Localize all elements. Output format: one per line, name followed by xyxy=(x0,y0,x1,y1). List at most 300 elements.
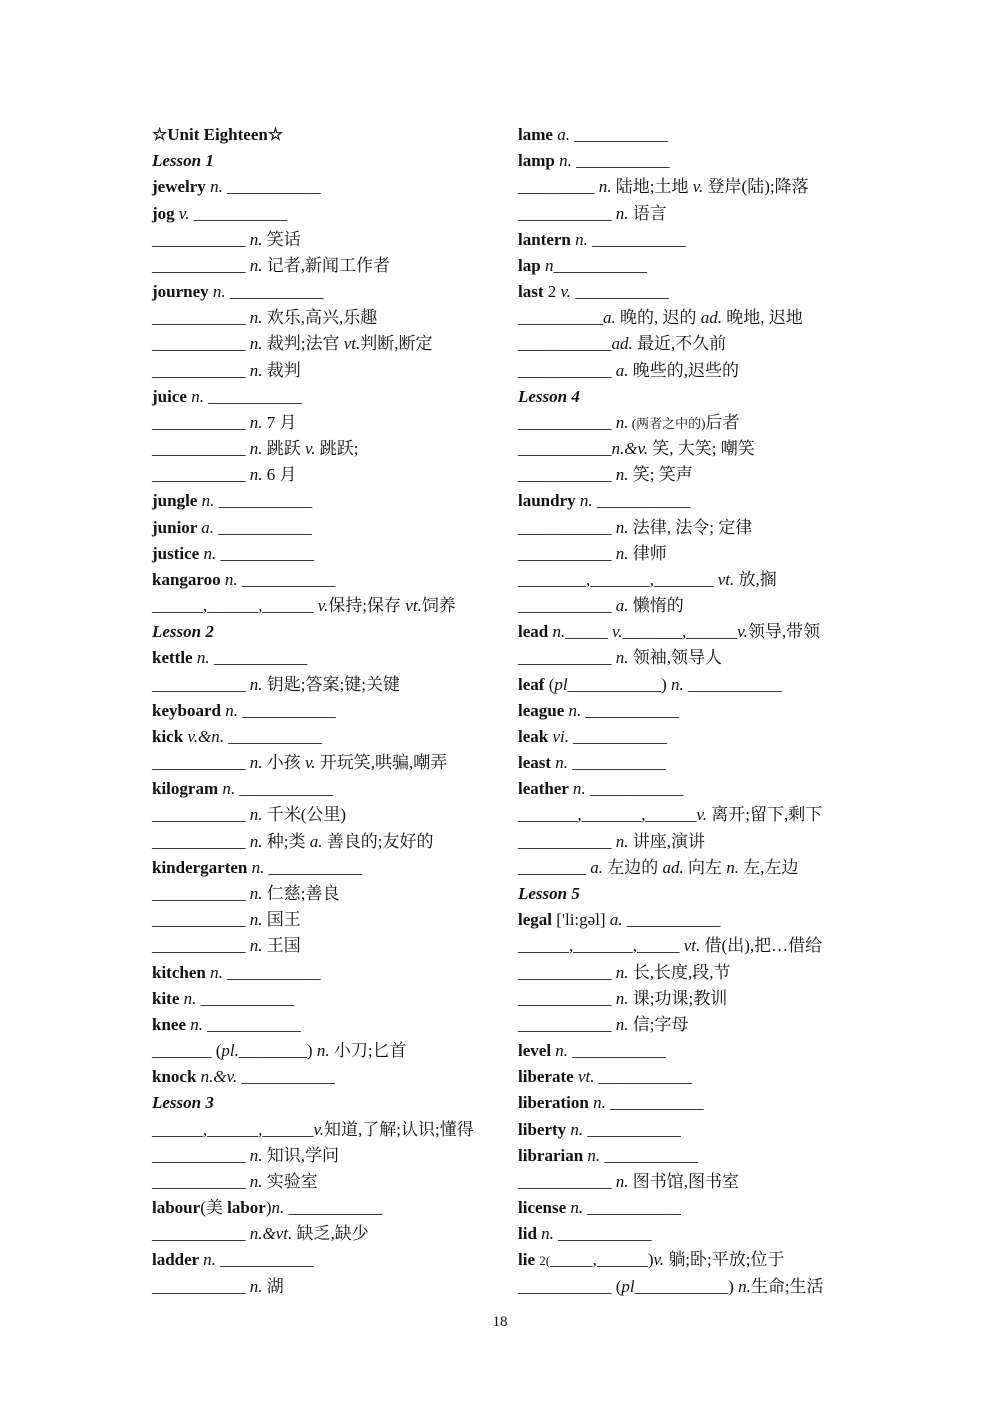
entry-line xyxy=(518,462,853,488)
headword: lap xyxy=(518,255,545,275)
entry-line xyxy=(152,986,492,1012)
entry-line xyxy=(518,410,853,436)
entry-line xyxy=(152,907,492,933)
entry-line xyxy=(518,1117,853,1143)
entry-line xyxy=(152,567,492,593)
part-of-speech: n. xyxy=(555,1041,569,1061)
entry-line xyxy=(152,331,492,357)
entry-line xyxy=(152,1274,492,1300)
part-of-speech: pl xyxy=(621,1276,635,1296)
entry-text: 笑, 大笑; 嘲笑 xyxy=(648,439,755,459)
entry-text: _____,______) xyxy=(550,1250,654,1270)
entry-text: ___________ xyxy=(583,1119,681,1139)
part-of-speech: a. xyxy=(309,831,323,851)
entry-line xyxy=(152,1090,492,1116)
entry-text: ___________ xyxy=(587,229,686,249)
entry-text: 钥匙;答案;键;关键 xyxy=(262,674,400,694)
entry-text: ___________ xyxy=(152,360,250,380)
entry-line xyxy=(152,829,492,855)
entry-line xyxy=(518,305,853,331)
part-of-speech: n. xyxy=(249,936,263,956)
entry-text: ___________ xyxy=(222,177,321,197)
headword: liberation xyxy=(518,1093,594,1113)
entry-text: ) xyxy=(265,1198,272,1218)
entry-line xyxy=(518,1143,853,1169)
headword: kettle xyxy=(152,648,197,668)
entry-line xyxy=(518,855,853,881)
part-of-speech: vt. xyxy=(683,936,701,956)
entry-text: ___________) xyxy=(567,674,672,694)
headword: lamp xyxy=(518,151,560,171)
entry-line xyxy=(518,593,853,619)
entry-text: 善良的;友好的 xyxy=(322,831,434,851)
left-column xyxy=(152,122,492,1300)
entry-line xyxy=(152,305,492,331)
entry-text: ___________ xyxy=(215,1250,314,1270)
part-of-speech: vt. xyxy=(343,334,361,354)
part-of-speech: v. xyxy=(178,203,190,223)
part-of-speech: n. xyxy=(615,962,629,982)
entry-line xyxy=(152,174,492,200)
part-of-speech: n. xyxy=(249,465,263,485)
part-of-speech: n. xyxy=(249,1145,263,1165)
part-of-speech: n. xyxy=(572,779,586,799)
headword: liberty xyxy=(518,1119,571,1139)
entry-text: ___________ xyxy=(152,229,250,249)
entry-text: ________,_______,_______ xyxy=(518,569,718,589)
entry-text: ___________ xyxy=(152,1145,250,1165)
entry-line xyxy=(518,1195,853,1221)
entry-text: 国王 xyxy=(262,910,301,930)
entry-text: ___________ xyxy=(152,465,250,485)
entry-line xyxy=(518,1169,853,1195)
entry-text: 千米(公里) xyxy=(262,805,347,825)
part-of-speech: n. xyxy=(615,1014,629,1034)
entry-text: ___________ xyxy=(225,282,324,302)
headword: lid xyxy=(518,1224,542,1244)
part-of-speech: v. xyxy=(305,439,316,459)
part-of-speech: v. xyxy=(696,805,708,825)
entry-line xyxy=(518,776,853,802)
entry-line xyxy=(152,1012,492,1038)
part-of-speech: n. xyxy=(249,674,263,694)
part-of-speech: ad. xyxy=(662,857,684,877)
entry-line xyxy=(152,1143,492,1169)
headword: jungle xyxy=(152,491,202,511)
entry-text: ___________ xyxy=(518,439,612,459)
headword: kangaroo xyxy=(152,569,225,589)
right-column xyxy=(518,122,853,1300)
part-of-speech: n. xyxy=(210,962,223,982)
entry-text: 图书馆,图书室 xyxy=(628,1171,739,1191)
entry-text: ___________ xyxy=(518,1014,616,1034)
part-of-speech: n. xyxy=(249,831,263,851)
entry-text: ___________ xyxy=(152,439,250,459)
headword: leak xyxy=(518,726,553,746)
lesson-heading: Lesson 3 xyxy=(152,1093,214,1113)
entry-text: ___________ xyxy=(518,596,616,616)
entry-text: ___________ xyxy=(264,857,363,877)
entry-text: 晚的, 迟的 xyxy=(615,308,701,328)
part-of-speech: n.&v. xyxy=(611,439,649,459)
part-of-speech: vi. xyxy=(552,726,570,746)
entry-text: ___________ xyxy=(152,753,250,773)
entry-line xyxy=(518,331,853,357)
entry-text: _________ xyxy=(518,177,599,197)
part-of-speech: n. xyxy=(249,1171,263,1191)
headword: ladder xyxy=(152,1250,204,1270)
part-of-speech: n xyxy=(544,255,554,275)
entry-line xyxy=(152,593,492,619)
entry-text: ___________ xyxy=(209,648,308,668)
entry-line xyxy=(518,645,853,671)
part-of-speech: n. xyxy=(615,543,629,563)
entry-line xyxy=(152,672,492,698)
part-of-speech: n. xyxy=(559,151,572,171)
part-of-speech: a. xyxy=(615,596,629,616)
entry-line xyxy=(152,515,492,541)
part-of-speech: n. xyxy=(541,1224,554,1244)
entry-text: ___________ xyxy=(152,805,250,825)
entry-text: 躺;卧;平放;位于 xyxy=(664,1250,785,1270)
entry-text: ___________ xyxy=(518,203,616,223)
part-of-speech: n. xyxy=(222,779,236,799)
part-of-speech: n. xyxy=(568,700,582,720)
entry-text: ___________ xyxy=(237,569,336,589)
part-of-speech: n. xyxy=(555,753,569,773)
entry-text: ___________ xyxy=(152,334,250,354)
entry-text: ___________ xyxy=(189,203,288,223)
entry-text: 法律, 法令; 定律 xyxy=(628,517,753,537)
entry-line xyxy=(152,619,492,645)
entry-text: ['li:gəl] xyxy=(556,910,610,930)
part-of-speech: n. xyxy=(615,648,629,668)
entry-line xyxy=(518,1221,853,1247)
entry-line xyxy=(152,1117,492,1143)
entry-text: ___________ xyxy=(622,910,721,930)
entry-line xyxy=(518,907,853,933)
entry-line xyxy=(152,122,492,148)
headword: kindergarten xyxy=(152,857,252,877)
entry-line xyxy=(518,933,853,959)
part-of-speech: n. xyxy=(212,282,226,302)
entry-text: ___________ xyxy=(518,988,616,1008)
entry-text: ___________ xyxy=(600,1145,698,1165)
entry-text: ___________ xyxy=(568,753,666,773)
headword: level xyxy=(518,1041,556,1061)
entry-line xyxy=(152,148,492,174)
entry-line xyxy=(152,933,492,959)
headword: license xyxy=(518,1198,571,1218)
part-of-speech: v. xyxy=(560,282,572,302)
headword: kite xyxy=(152,988,184,1008)
entry-text: ___________ xyxy=(569,125,668,144)
lesson-heading: Lesson 5 xyxy=(518,883,580,903)
entry-line xyxy=(518,619,853,645)
entry-text: ___________ xyxy=(569,726,667,746)
part-of-speech: n. xyxy=(615,988,629,1008)
part-of-speech: n. xyxy=(249,439,263,459)
entry-text: 登岸(陆);降落 xyxy=(703,177,809,197)
entry-text: ___________ xyxy=(585,779,684,799)
entry-note: 2( xyxy=(539,1253,551,1269)
entry-text: ___________ xyxy=(518,648,616,668)
entry-text: ___________ xyxy=(152,936,250,956)
headword: leather xyxy=(518,779,573,799)
part-of-speech: n.&v. xyxy=(200,1067,238,1087)
page-number: 18 xyxy=(492,1314,508,1330)
entry-line xyxy=(152,436,492,462)
entry-text: 欢乐,高兴,乐趣 xyxy=(262,308,378,328)
part-of-speech: n. xyxy=(587,1145,601,1165)
part-of-speech: n. xyxy=(210,177,223,197)
entry-text: 保持;保存 xyxy=(328,596,406,616)
part-of-speech: n. xyxy=(579,491,593,511)
part-of-speech: n. xyxy=(249,412,263,432)
entry-text: 笑话 xyxy=(262,229,301,249)
part-of-speech: n. xyxy=(316,1041,330,1061)
entry-text: 后者 xyxy=(705,412,740,432)
part-of-speech: vt. xyxy=(405,596,422,616)
entry-text: ___________ xyxy=(152,1224,250,1244)
part-of-speech: n. xyxy=(615,831,629,851)
entry-line xyxy=(518,986,853,1012)
part-of-speech: a. xyxy=(557,125,570,144)
headword: labour xyxy=(152,1198,201,1218)
headword: labor xyxy=(227,1198,266,1218)
headword: juice xyxy=(152,386,192,406)
entry-text: 7 月 xyxy=(262,412,297,432)
entry-line xyxy=(152,1064,492,1090)
entry-text: ______,______,______ xyxy=(152,1119,314,1139)
headword: league xyxy=(518,700,569,720)
entry-text: ___________ xyxy=(235,779,333,799)
entry-line xyxy=(518,384,853,410)
entry-text: 仁慈;善良 xyxy=(262,883,340,903)
entry-text: 课;功课;教训 xyxy=(628,988,728,1008)
entry-text: 判断,断定 xyxy=(360,334,433,354)
part-of-speech: n. xyxy=(203,543,217,563)
part-of-speech: n. xyxy=(738,1276,751,1296)
entry-line xyxy=(152,384,492,410)
entry-text: 左,左边 xyxy=(739,857,799,877)
headword: legal xyxy=(518,910,557,930)
entry-line xyxy=(518,881,853,907)
part-of-speech: vt. xyxy=(717,569,735,589)
entry-text: 知识,学问 xyxy=(262,1145,339,1165)
entry-text: ___________ ( xyxy=(518,1276,622,1296)
entry-text: 领导,带领 xyxy=(747,622,821,642)
entry-text: ___________ xyxy=(571,282,669,302)
entry-line xyxy=(152,1221,492,1247)
entry-line xyxy=(518,1274,853,1300)
part-of-speech: n. xyxy=(249,334,263,354)
headword: knock xyxy=(152,1067,201,1087)
headword: journey xyxy=(152,282,213,302)
entry-text: ___________ xyxy=(583,1198,681,1218)
entry-text: 知道,了解;认识;懂得 xyxy=(324,1119,474,1139)
entry-line xyxy=(518,358,853,384)
part-of-speech: n. xyxy=(249,753,263,773)
entry-text: ___________ xyxy=(152,1171,250,1191)
entry-line xyxy=(152,776,492,802)
entry-text: ___________ xyxy=(571,151,670,171)
entry-text: ___________ xyxy=(518,831,616,851)
part-of-speech: n. xyxy=(615,203,629,223)
part-of-speech: n. xyxy=(251,857,265,877)
entry-text: ___________ xyxy=(605,1093,704,1113)
entry-text: ___________) xyxy=(634,1276,739,1296)
headword: junior xyxy=(152,517,202,537)
part-of-speech: n. xyxy=(615,412,629,432)
part-of-speech: n. xyxy=(671,674,684,694)
entry-text: 离开;留下,剩下 xyxy=(707,805,823,825)
entry-text: ___________ xyxy=(518,543,616,563)
entry-line xyxy=(518,724,853,750)
part-of-speech: pl. xyxy=(221,1041,239,1061)
entry-text: ___________ xyxy=(518,360,616,380)
part-of-speech: n. xyxy=(249,883,263,903)
headword: laundry xyxy=(518,491,580,511)
part-of-speech: v. xyxy=(305,753,316,773)
part-of-speech: ad. xyxy=(611,334,633,354)
part-of-speech: n. xyxy=(575,229,588,249)
part-of-speech: n. xyxy=(249,308,263,328)
entry-line xyxy=(152,802,492,828)
entry-text: 懒惰的 xyxy=(628,596,684,616)
headword: keyboard xyxy=(152,700,226,720)
entry-text: ___________ xyxy=(203,1014,301,1034)
entry-line xyxy=(152,698,492,724)
entry-line xyxy=(152,855,492,881)
entry-line xyxy=(152,358,492,384)
entry-text: 晚地, 迟地 xyxy=(722,308,803,328)
part-of-speech: n. xyxy=(249,910,263,930)
entry-text: 2 xyxy=(547,282,561,302)
part-of-speech: n. xyxy=(570,1119,584,1139)
entry-text: 饲养 xyxy=(421,596,456,616)
entry-text: 向左 xyxy=(683,857,727,877)
entry-line xyxy=(518,253,853,279)
part-of-speech: ad. xyxy=(700,308,722,328)
entry-text: ___________ xyxy=(518,412,616,432)
entry-text: 裁判;法官 xyxy=(262,334,344,354)
entry-text: 最近,不久前 xyxy=(632,334,727,354)
headword: last xyxy=(518,282,548,302)
entry-text: ___________ xyxy=(518,962,616,982)
entry-text: __________ xyxy=(518,308,603,328)
entry-line xyxy=(152,1247,492,1273)
entry-text: ___________ xyxy=(152,255,250,275)
entry-line xyxy=(152,1195,492,1221)
part-of-speech: v.&n. xyxy=(187,726,224,746)
part-of-speech: n. xyxy=(224,569,238,589)
entry-line xyxy=(518,960,853,986)
entry-text: ______,_______,_____ xyxy=(518,936,684,956)
entry-line xyxy=(518,541,853,567)
entry-line xyxy=(518,201,853,227)
part-of-speech: n. xyxy=(201,491,215,511)
entry-text: ___________ xyxy=(594,1067,693,1087)
entry-text: ___________ xyxy=(553,1224,652,1244)
part-of-speech: v. xyxy=(317,596,329,616)
entry-text: _______ ( xyxy=(152,1041,222,1061)
entry-line xyxy=(518,174,853,200)
entry-line xyxy=(152,1169,492,1195)
entry-text: ________ xyxy=(518,857,591,877)
entry-line xyxy=(152,488,492,514)
headword: kilogram xyxy=(152,779,223,799)
entry-line xyxy=(152,462,492,488)
part-of-speech: n. xyxy=(249,360,263,380)
entry-text: ___________ xyxy=(518,1171,616,1191)
entry-text: ___________ xyxy=(568,1041,666,1061)
part-of-speech: pl xyxy=(554,674,568,694)
entry-text: ___________ xyxy=(237,1067,335,1087)
entry-text: ___________ xyxy=(196,988,295,1008)
part-of-speech: v. xyxy=(611,622,623,642)
entry-line xyxy=(518,515,853,541)
entry-text: ___________ xyxy=(222,962,321,982)
part-of-speech: n. xyxy=(225,700,238,720)
part-of-speech: a. xyxy=(609,910,623,930)
headword: jog xyxy=(152,203,179,223)
entry-text: ___________ xyxy=(237,700,336,720)
part-of-speech: n. xyxy=(196,648,210,668)
entry-text: ___________ xyxy=(284,1198,383,1218)
part-of-speech: n. xyxy=(190,1014,203,1034)
entry-line xyxy=(152,253,492,279)
headword: leaf xyxy=(518,674,549,694)
entry-line xyxy=(152,201,492,227)
entry-line xyxy=(518,1247,853,1273)
part-of-speech: n. xyxy=(183,988,197,1008)
part-of-speech: n. xyxy=(191,386,204,406)
entry-text: 左边的 xyxy=(603,857,663,877)
entry-text: ___________ xyxy=(152,412,250,432)
entry-text: ___________ xyxy=(223,726,322,746)
entry-text: ___________ xyxy=(152,883,250,903)
entry-line xyxy=(518,227,853,253)
entry-line xyxy=(152,724,492,750)
part-of-speech: n. xyxy=(249,229,263,249)
entry-line xyxy=(518,122,853,148)
entry-line xyxy=(518,802,853,828)
entry-line xyxy=(518,672,853,698)
part-of-speech: n. xyxy=(249,255,263,275)
entry-text: ______,______,______ xyxy=(152,596,318,616)
part-of-speech: n. xyxy=(552,622,566,642)
entry-text: 笑; 笑声 xyxy=(628,465,693,485)
entry-text: 借(出),把…借给 xyxy=(700,936,823,956)
part-of-speech: n. xyxy=(598,177,612,197)
entry-text: ___________ xyxy=(152,308,250,328)
entry-text: 跳跃; xyxy=(315,439,359,459)
entry-text: 种;类 xyxy=(262,831,310,851)
entry-text: 湖 xyxy=(262,1276,284,1296)
entry-line xyxy=(152,750,492,776)
entry-text: 生命;生活 xyxy=(750,1276,824,1296)
headword: justice xyxy=(152,543,204,563)
headword: kick xyxy=(152,726,188,746)
headword: least xyxy=(518,753,556,773)
entry-line xyxy=(518,698,853,724)
part-of-speech: n. xyxy=(570,1198,584,1218)
lesson-heading: Lesson 2 xyxy=(152,622,214,642)
entry-line xyxy=(518,279,853,305)
entry-line xyxy=(518,750,853,776)
part-of-speech: v. xyxy=(692,177,704,197)
